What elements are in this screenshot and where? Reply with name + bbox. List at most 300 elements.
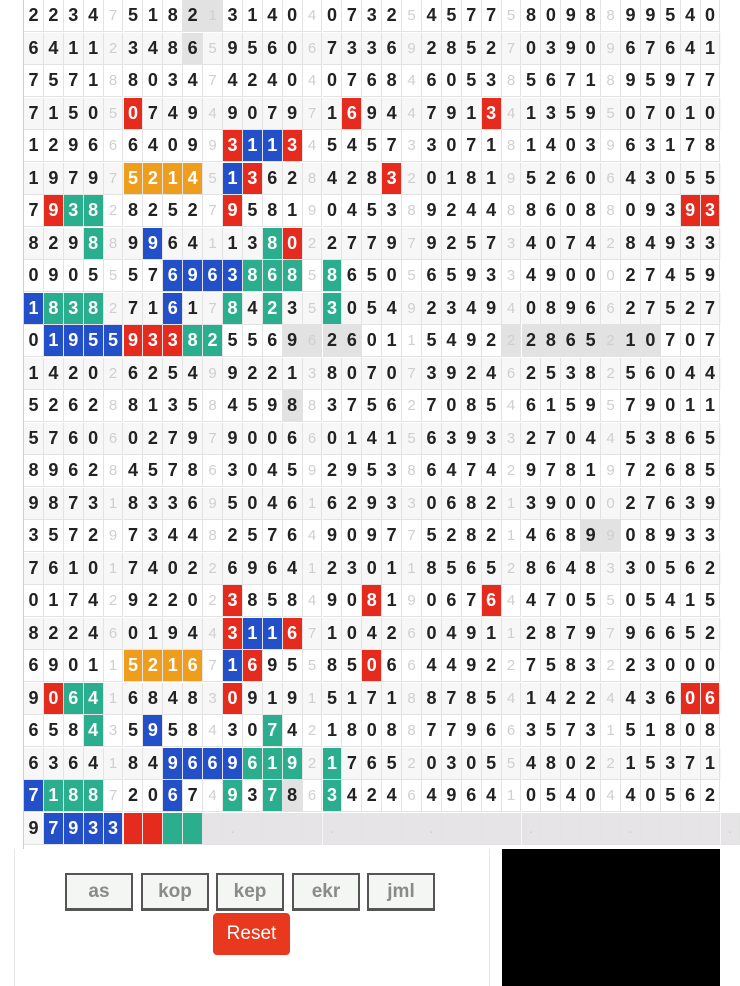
grid-cell: 0 xyxy=(124,618,144,650)
grid-cell: 8 xyxy=(402,683,422,715)
grid-cell: 5 xyxy=(641,585,661,617)
grid-cell: 9 xyxy=(44,260,64,292)
grid-cell: 3 xyxy=(641,650,661,682)
grid-cell: 5 xyxy=(362,260,382,292)
grid-cell: 6 xyxy=(581,293,601,325)
grid-cell: 3 xyxy=(323,780,343,812)
grid-cell xyxy=(661,813,681,845)
grid-cell: 3 xyxy=(223,715,243,747)
reset-button[interactable]: Reset xyxy=(213,913,290,955)
grid-cell: 6 xyxy=(64,423,84,455)
grid-cell: 8 xyxy=(143,683,163,715)
grid-cell: 0 xyxy=(283,0,303,32)
grid-cell: 6 xyxy=(263,260,283,292)
grid-cell: 8 xyxy=(601,65,621,97)
grid-cell: 4 xyxy=(84,748,104,780)
grid-cell: 0 xyxy=(581,780,601,812)
grid-cell: 2 xyxy=(143,195,163,227)
grid-cell: 4 xyxy=(342,130,362,162)
grid-cell: 7 xyxy=(442,683,462,715)
grid-cell: 5 xyxy=(263,585,283,617)
grid-cell: 4 xyxy=(183,520,203,552)
grid-cell: 0 xyxy=(163,130,183,162)
grid-cell: 4 xyxy=(442,455,462,487)
grid-cell: 9 xyxy=(621,65,641,97)
grid-cell: 7 xyxy=(541,585,561,617)
grid-cell: 5 xyxy=(382,748,402,780)
grid-cell: 9 xyxy=(462,618,482,650)
grid-cell: 2 xyxy=(243,65,263,97)
grid-cell: 3 xyxy=(283,293,303,325)
grid-cell: 6 xyxy=(442,585,462,617)
grid-cell: 0 xyxy=(641,553,661,585)
grid-cell: 7 xyxy=(24,98,44,130)
grid-cell: 2 xyxy=(44,0,64,32)
grid-cell: 0 xyxy=(24,260,44,292)
grid-cell: 8 xyxy=(124,65,144,97)
grid-cell: 4 xyxy=(163,98,183,130)
grid-cell: 9 xyxy=(621,618,641,650)
grid-cell: 1 xyxy=(263,683,283,715)
grid-cell: 3 xyxy=(422,130,442,162)
grid-cell: 5 xyxy=(422,325,442,357)
grid-cell: 5 xyxy=(462,33,482,65)
grid-cell: 3 xyxy=(243,228,263,260)
grid-cell: 9 xyxy=(641,195,661,227)
grid-cell: 9 xyxy=(163,748,183,780)
grid-cell: 7 xyxy=(561,715,581,747)
grid-cell: 1 xyxy=(681,390,701,422)
grid-cell: 4 xyxy=(223,65,243,97)
grid-cell: 8 xyxy=(462,163,482,195)
grid-cell: 7 xyxy=(422,715,442,747)
grid-cell: 6 xyxy=(24,650,44,682)
grid-cell: 8 xyxy=(502,130,522,162)
grid-cell xyxy=(243,813,263,845)
grid-cell: 4 xyxy=(44,358,64,390)
grid-cell: 0 xyxy=(84,358,104,390)
grid-cell: 5 xyxy=(561,390,581,422)
grid-cell: 3 xyxy=(163,325,183,357)
grid-cell: 7 xyxy=(104,163,124,195)
grid-cell: 8 xyxy=(124,390,144,422)
grid-cell: 8 xyxy=(263,195,283,227)
grid-cell: 5 xyxy=(601,585,621,617)
grid-cell: 3 xyxy=(283,130,303,162)
grid-cell: 3 xyxy=(482,98,502,130)
grid-cell: 4 xyxy=(183,228,203,260)
grid-cell: 8 xyxy=(701,130,721,162)
grid-cell: 7 xyxy=(64,520,84,552)
grid-cell: 4 xyxy=(581,423,601,455)
grid-cell: 6 xyxy=(342,260,362,292)
grid-cell: 9 xyxy=(601,455,621,487)
grid-cell: 3 xyxy=(661,748,681,780)
grid-cell: 9 xyxy=(44,650,64,682)
grid-cell: 2 xyxy=(522,358,542,390)
grid-cell: 4 xyxy=(502,585,522,617)
grid-cell: 7 xyxy=(561,228,581,260)
ekr-button[interactable]: ekr xyxy=(292,873,360,911)
grid-cell: 5 xyxy=(541,358,561,390)
grid-cell: 4 xyxy=(462,293,482,325)
grid-cell: 0 xyxy=(382,358,402,390)
grid-row xyxy=(24,163,721,195)
grid-cell: 7 xyxy=(64,163,84,195)
grid-cell: 2 xyxy=(104,33,124,65)
grid-cell: 9 xyxy=(541,488,561,520)
grid-cell: 0 xyxy=(422,585,442,617)
grid-cell: 8 xyxy=(402,195,422,227)
grid-cell: 1 xyxy=(641,715,661,747)
grid-cell: 8 xyxy=(581,553,601,585)
grid-cell: 2 xyxy=(143,423,163,455)
grid-cell: 1 xyxy=(382,585,402,617)
grid-cell: 9 xyxy=(462,325,482,357)
grid-cell: 7 xyxy=(303,98,323,130)
grid-cell: 9 xyxy=(541,260,561,292)
grid-cell: 5 xyxy=(621,423,641,455)
grid-cell: 1 xyxy=(243,0,263,32)
grid-cell: 6 xyxy=(422,260,442,292)
grid-cell: 8 xyxy=(621,228,641,260)
grid-cell: 0 xyxy=(342,585,362,617)
grid-cell: 8 xyxy=(462,683,482,715)
grid-cell: 0 xyxy=(442,65,462,97)
grid-cell: 5 xyxy=(362,293,382,325)
grid-cell: 7 xyxy=(541,455,561,487)
grid-cell: 8 xyxy=(541,748,561,780)
grid-cell: 9 xyxy=(601,130,621,162)
grid-cell: 4 xyxy=(44,33,64,65)
grid-cell: 4 xyxy=(681,0,701,32)
grid-cell: 9 xyxy=(422,228,442,260)
grid-cell: 0 xyxy=(581,163,601,195)
grid-cell: 8 xyxy=(561,650,581,682)
grid-cell: 5 xyxy=(561,98,581,130)
grid-cell: 3 xyxy=(362,0,382,32)
grid-cell: 3 xyxy=(641,683,661,715)
grid-cell: 9 xyxy=(581,390,601,422)
grid-cell: 6 xyxy=(183,488,203,520)
grid-cell: 1 xyxy=(482,618,502,650)
grid-cell: 1 xyxy=(84,65,104,97)
grid-cell: 7 xyxy=(462,130,482,162)
grid-cell: 0 xyxy=(581,33,601,65)
grid-cell: 5 xyxy=(402,260,422,292)
kep-button[interactable]: kep xyxy=(216,873,284,911)
grid-cell: 1 xyxy=(24,163,44,195)
grid-cell: 9 xyxy=(342,455,362,487)
grid-cell: 9 xyxy=(362,520,382,552)
grid-row xyxy=(24,390,721,422)
grid-cell: 3 xyxy=(561,358,581,390)
grid-cell: 8 xyxy=(681,455,701,487)
jml-button[interactable]: jml xyxy=(367,873,435,911)
grid-cell: 9 xyxy=(203,488,223,520)
grid-cell: 4 xyxy=(362,423,382,455)
grid-cell: 1 xyxy=(64,553,84,585)
grid-cell: 5 xyxy=(362,455,382,487)
grid-cell: 5 xyxy=(541,780,561,812)
grid-cell: . xyxy=(522,813,542,845)
grid-cell: 7 xyxy=(462,0,482,32)
grid-cell: 6 xyxy=(163,260,183,292)
grid-cell: 6 xyxy=(84,130,104,162)
grid-cell: 1 xyxy=(382,683,402,715)
grid-cell: 7 xyxy=(203,293,223,325)
grid-cell: 7 xyxy=(183,780,203,812)
grid-cell: 8 xyxy=(104,65,124,97)
grid-cell: 2 xyxy=(681,293,701,325)
grid-cell: 2 xyxy=(442,520,462,552)
grid-cell: 6 xyxy=(541,520,561,552)
grid-cell: 2 xyxy=(601,228,621,260)
grid-cell: 1 xyxy=(541,390,561,422)
grid-cell: 4 xyxy=(661,585,681,617)
grid-cell: 7 xyxy=(263,715,283,747)
grid-cell: 4 xyxy=(581,228,601,260)
grid-cell: 4 xyxy=(203,780,223,812)
grid-cell: 8 xyxy=(422,683,442,715)
grid-cell: 6 xyxy=(183,650,203,682)
grid-cell: 2 xyxy=(84,520,104,552)
grid-cell: 9 xyxy=(124,228,144,260)
grid-cell: 6 xyxy=(402,650,422,682)
grid-cell xyxy=(701,813,721,845)
grid-row xyxy=(24,358,721,390)
grid-cell: 5 xyxy=(223,488,243,520)
grid-cell: 2 xyxy=(323,553,343,585)
grid-cell: 4 xyxy=(243,293,263,325)
grid-cell: 2 xyxy=(143,163,163,195)
grid-cell: 6 xyxy=(263,33,283,65)
grid-cell: 2 xyxy=(561,683,581,715)
grid-cell: 7 xyxy=(641,260,661,292)
grid-cell: 6 xyxy=(263,553,283,585)
grid-cell: 0 xyxy=(362,553,382,585)
grid-cell: 6 xyxy=(601,163,621,195)
grid-cell: 4 xyxy=(422,780,442,812)
grid-cell: 6 xyxy=(661,618,681,650)
grid-cell: 5 xyxy=(303,293,323,325)
grid-row xyxy=(24,0,721,32)
grid-cell: 2 xyxy=(143,650,163,682)
grid-cell: 8 xyxy=(323,358,343,390)
grid-cell: 1 xyxy=(263,618,283,650)
grid-cell: 3 xyxy=(382,455,402,487)
grid-cell: 2 xyxy=(44,390,64,422)
grid-cell: 4 xyxy=(522,260,542,292)
grid-cell: 0 xyxy=(701,0,721,32)
grid-cell: 5 xyxy=(661,780,681,812)
grid-cell: 3 xyxy=(701,195,721,227)
grid-cell xyxy=(502,813,522,845)
grid-cell: 3 xyxy=(402,488,422,520)
grid-cell: 4 xyxy=(601,423,621,455)
grid-cell: 4 xyxy=(641,228,661,260)
grid-cell: 7 xyxy=(621,455,641,487)
grid-cell: 9 xyxy=(283,748,303,780)
grid-cell: 4 xyxy=(502,683,522,715)
grid-cell: 6 xyxy=(163,228,183,260)
grid-cell: 1 xyxy=(382,553,402,585)
grid-cell: 9 xyxy=(661,65,681,97)
grid-cell: 6 xyxy=(641,618,661,650)
grid-cell: 0 xyxy=(661,390,681,422)
grid-cell: 6 xyxy=(64,683,84,715)
grid-cell: 4 xyxy=(163,683,183,715)
grid-cell: 9 xyxy=(522,455,542,487)
grid-cell: 5 xyxy=(502,0,522,32)
grid-cell: 7 xyxy=(203,650,223,682)
grid-cell: 8 xyxy=(561,455,581,487)
grid-cell: 7 xyxy=(163,455,183,487)
grid-cell: 0 xyxy=(84,98,104,130)
grid-cell: 1 xyxy=(243,618,263,650)
grid-cell xyxy=(163,813,183,845)
grid-cell: 3 xyxy=(84,488,104,520)
grid-cell: 7 xyxy=(482,0,502,32)
grid-cell: 4 xyxy=(183,65,203,97)
grid-cell: 0 xyxy=(561,130,581,162)
grid-cell: 9 xyxy=(64,325,84,357)
grid-cell: 5 xyxy=(482,390,502,422)
grid-cell: 0 xyxy=(64,260,84,292)
grid-cell: 3 xyxy=(581,130,601,162)
grid-cell: 7 xyxy=(64,585,84,617)
grid-cell: 2 xyxy=(701,780,721,812)
grid-cell: 2 xyxy=(104,358,124,390)
grid-cell: 9 xyxy=(402,33,422,65)
grid-cell: 0 xyxy=(342,293,362,325)
grid-cell: 1 xyxy=(522,130,542,162)
grid-cell: 8 xyxy=(323,650,343,682)
grid-cell: 8 xyxy=(323,260,343,292)
grid-cell: 4 xyxy=(601,683,621,715)
grid-cell: 8 xyxy=(601,195,621,227)
grid-cell: 6 xyxy=(323,488,343,520)
grid-cell: 8 xyxy=(641,520,661,552)
grid-cell: 4 xyxy=(84,715,104,747)
grid-cell: 4 xyxy=(681,33,701,65)
grid-cell: 5 xyxy=(203,33,223,65)
grid-cell: 4 xyxy=(263,455,283,487)
grid-cell: 2 xyxy=(422,293,442,325)
grid-row xyxy=(24,423,721,455)
grid-cell: 7 xyxy=(104,780,124,812)
grid-cell: 2 xyxy=(482,325,502,357)
grid-cell: 8 xyxy=(422,553,442,585)
grid-cell: 5 xyxy=(701,423,721,455)
grid-cell xyxy=(143,813,163,845)
grid-cell: 3 xyxy=(541,33,561,65)
grid-cell: 7 xyxy=(681,748,701,780)
grid-cell: 1 xyxy=(482,130,502,162)
grid-cell: 0 xyxy=(661,98,681,130)
grid-cell: 0 xyxy=(163,553,183,585)
as-button[interactable]: as xyxy=(65,873,133,911)
grid-cell: 8 xyxy=(64,780,84,812)
grid-cell: 4 xyxy=(223,390,243,422)
grid-cell: 5 xyxy=(104,260,124,292)
grid-cell: 1 xyxy=(203,228,223,260)
grid-cell: 5 xyxy=(462,65,482,97)
kop-button[interactable]: kop xyxy=(141,873,209,911)
grid-cell: 0 xyxy=(462,748,482,780)
grid-cell: 0 xyxy=(243,488,263,520)
grid-cell: 9 xyxy=(223,780,243,812)
grid-cell: 9 xyxy=(462,650,482,682)
grid-cell: 9 xyxy=(601,33,621,65)
grid-cell: 5 xyxy=(641,748,661,780)
grid-cell: 3 xyxy=(681,520,701,552)
grid-cell: 3 xyxy=(124,33,144,65)
grid-cell: 9 xyxy=(223,195,243,227)
grid-cell: 8 xyxy=(462,488,482,520)
grid-cell: 4 xyxy=(561,780,581,812)
grid-cell: 0 xyxy=(581,488,601,520)
grid-cell: 0 xyxy=(243,715,263,747)
grid-cell: 7 xyxy=(303,618,323,650)
grid-cell: 1 xyxy=(24,358,44,390)
grid-cell: 3 xyxy=(661,195,681,227)
grid-cell: 3 xyxy=(223,130,243,162)
grid-cell: 4 xyxy=(442,650,462,682)
grid-cell: 3 xyxy=(64,0,84,32)
grid-cell: 2 xyxy=(482,33,502,65)
grid-cell: 0 xyxy=(44,683,64,715)
grid-cell: 1 xyxy=(263,130,283,162)
grid-cell: 0 xyxy=(362,650,382,682)
grid-cell: 5 xyxy=(541,650,561,682)
grid-row xyxy=(24,715,721,747)
grid-cell: 0 xyxy=(681,715,701,747)
grid-cell: 0 xyxy=(561,488,581,520)
grid-cell: 2 xyxy=(183,195,203,227)
grid-cell: 7 xyxy=(143,260,163,292)
grid-cell: 0 xyxy=(362,715,382,747)
grid-cell: 4 xyxy=(283,715,303,747)
grid-row xyxy=(24,260,721,292)
grid-cell: 9 xyxy=(581,618,601,650)
grid-cell: 5 xyxy=(283,455,303,487)
grid-cell: 1 xyxy=(104,748,124,780)
grid-cell: 2 xyxy=(621,488,641,520)
grid-cell: 9 xyxy=(362,488,382,520)
grid-cell xyxy=(541,813,561,845)
grid-cell: 3 xyxy=(382,195,402,227)
grid-cell: 3 xyxy=(581,715,601,747)
grid-cell: 8 xyxy=(183,325,203,357)
grid-cell: 1 xyxy=(143,293,163,325)
grid-cell: 4 xyxy=(422,0,442,32)
grid-cell: 8 xyxy=(462,520,482,552)
grid-cell: 6 xyxy=(283,618,303,650)
grid-cell: 3 xyxy=(502,423,522,455)
grid-cell: 1 xyxy=(24,293,44,325)
grid-cell: 0 xyxy=(263,423,283,455)
grid-cell: 6 xyxy=(422,455,442,487)
grid-cell: 4 xyxy=(263,0,283,32)
grid-cell: 0 xyxy=(24,325,44,357)
grid-cell: 2 xyxy=(223,520,243,552)
grid-cell: 4 xyxy=(422,650,442,682)
grid-cell: 8 xyxy=(84,228,104,260)
grid-cell: 1 xyxy=(303,488,323,520)
grid-cell: 0 xyxy=(661,650,681,682)
grid-cell: 1 xyxy=(681,98,701,130)
